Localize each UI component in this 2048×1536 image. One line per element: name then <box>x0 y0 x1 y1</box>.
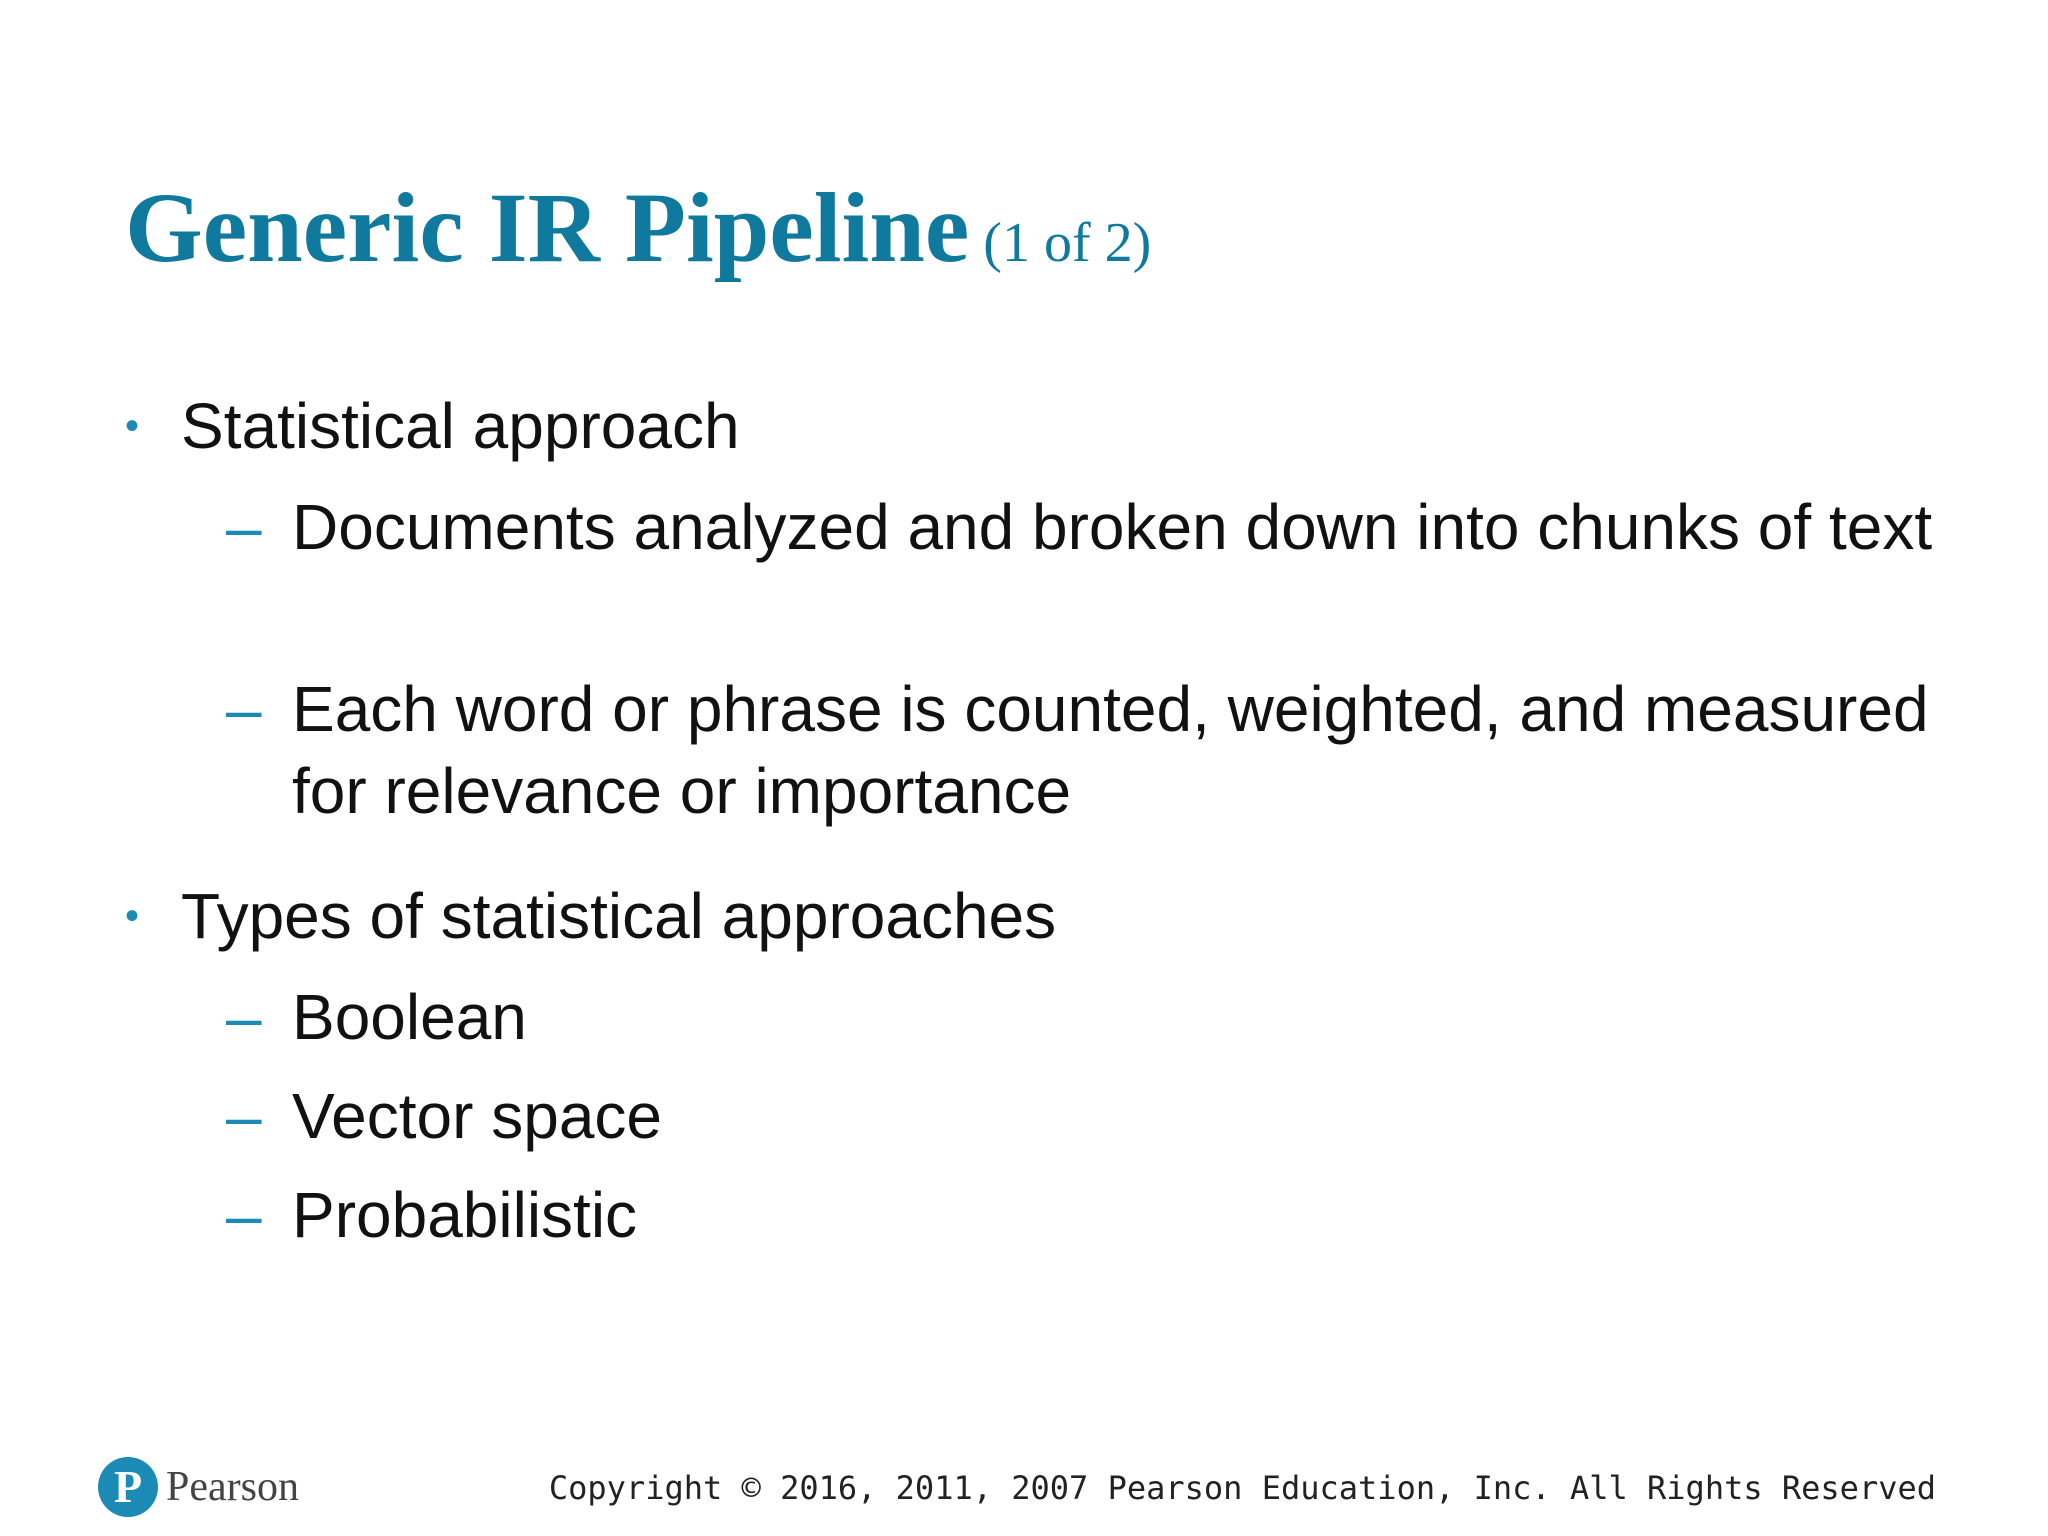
sub-item-text: Boolean <box>292 981 527 1053</box>
sub-item-text: Documents analyzed and broken down into chunks of text <box>292 491 1933 563</box>
bullet-text: Types of statistical approaches <box>181 880 1057 952</box>
bullet-dot-icon: • <box>125 404 140 448</box>
dash-icon: – <box>226 1179 262 1251</box>
dash-icon: – <box>226 1080 262 1152</box>
slide-title-suffix: (1 of 2) <box>983 212 1152 274</box>
bullet-dot-icon: • <box>125 894 140 938</box>
sub-item-text: Each word or phrase is counted, weighted, and measured for relevance or importance <box>292 673 1929 827</box>
pearson-logo-icon: P <box>98 1457 158 1517</box>
slide-title <box>125 168 1151 303</box>
copyright-notice: Copyright © 2016, 2011, 2007 Pearson Education, Inc. All Rights Reserved <box>548 1469 1936 1507</box>
dash-icon: – <box>226 491 262 563</box>
pearson-logo <box>98 1452 299 1522</box>
pearson-logo-text: Pearson <box>166 1464 299 1510</box>
sub-item-text: Probabilistic <box>292 1179 638 1251</box>
dash-icon: – <box>226 673 262 745</box>
sub-item-text: Vector space <box>292 1080 662 1152</box>
dash-icon: – <box>226 981 262 1053</box>
slide-title-text: Generic IR Pipeline <box>125 172 970 283</box>
bullet-text: Statistical approach <box>181 390 740 462</box>
